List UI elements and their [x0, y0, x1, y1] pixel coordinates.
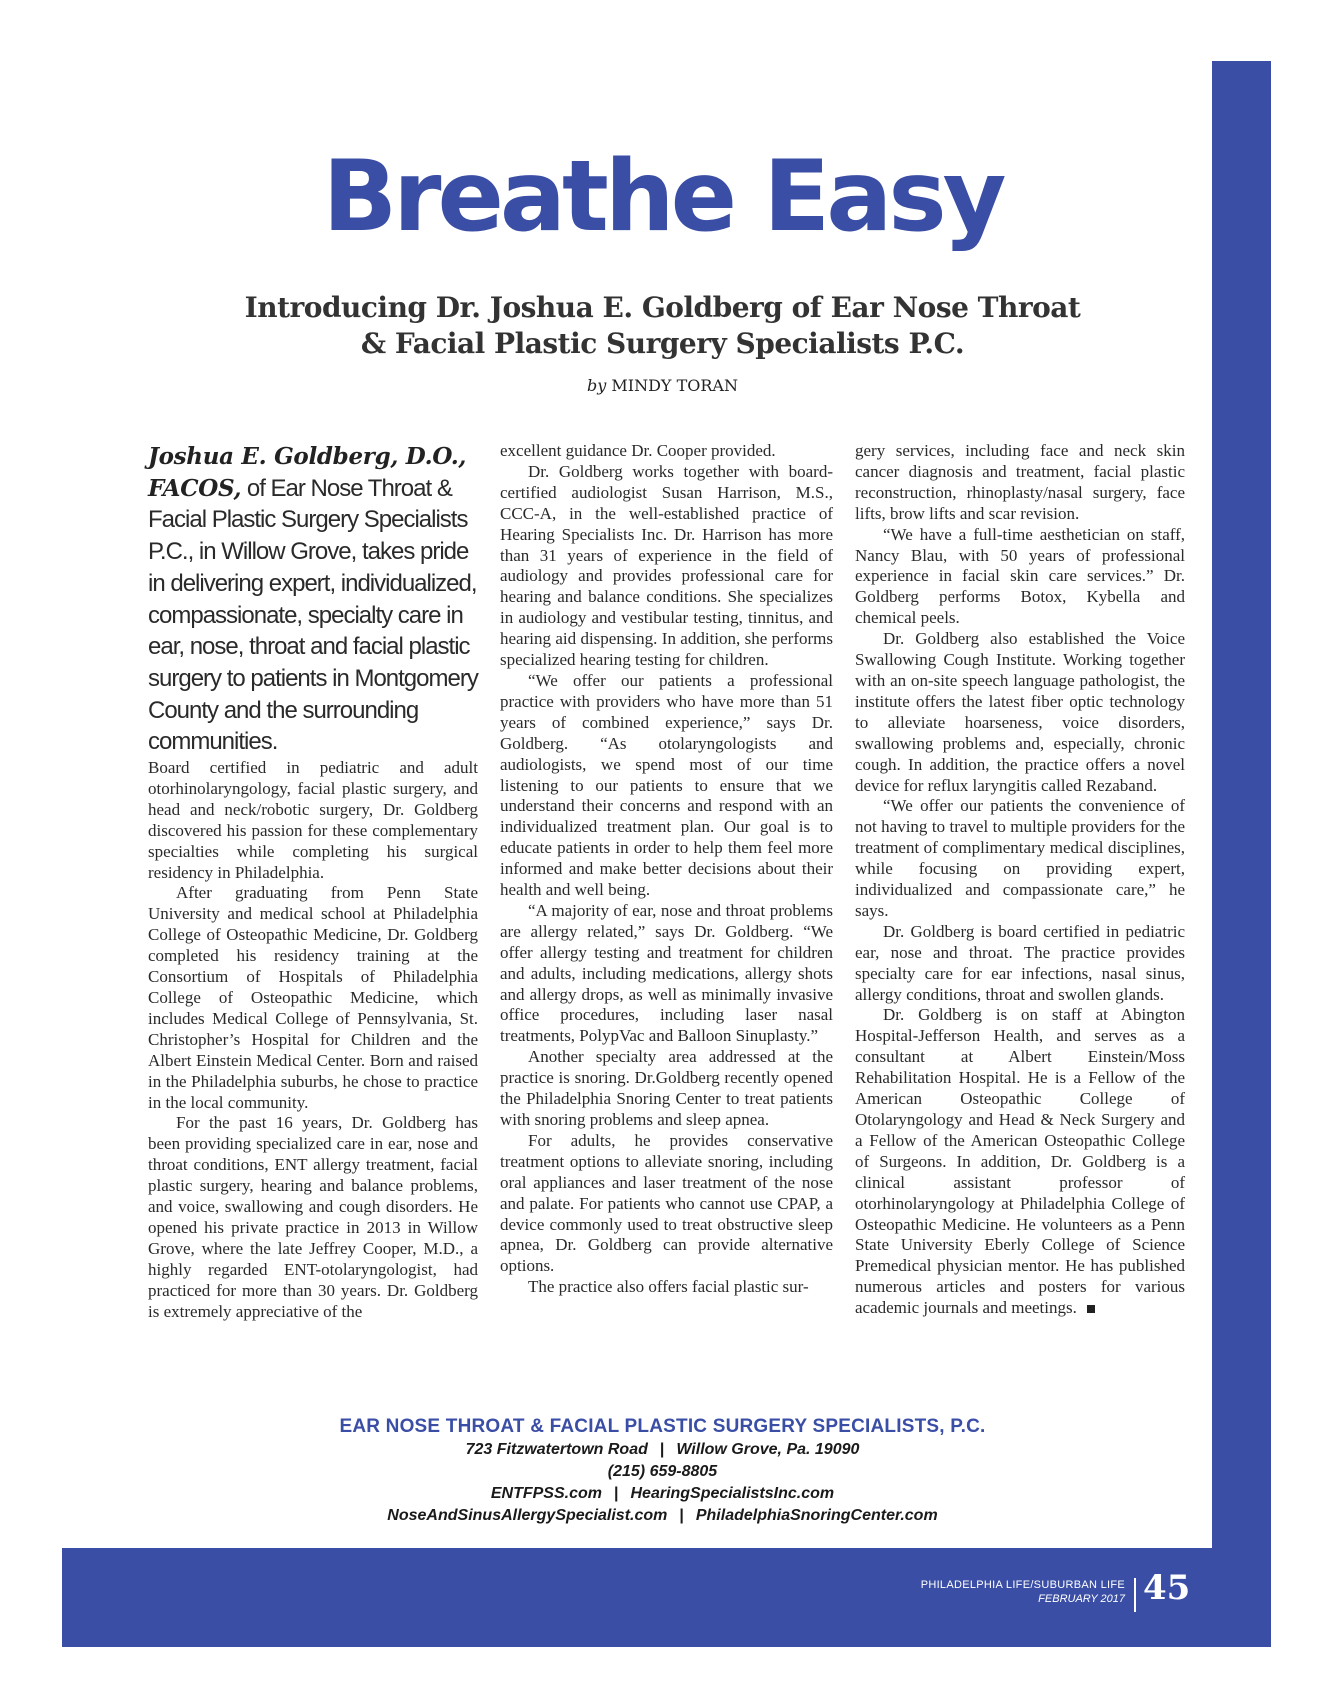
article-paragraph: “We offer our patients the convenience of not having to travel to multiple providers for the treatment of complimentary medical disciplines, while focusing on providing expert, individualized and compassionate care,” he says.: [855, 796, 1185, 920]
article-column-2: [500, 441, 833, 1298]
right-accent-bar: [1212, 61, 1271, 1647]
page-number: 45: [1143, 1568, 1191, 1608]
website-line-1: [0, 1483, 1325, 1505]
byline: [0, 376, 1325, 395]
contact-block: [0, 1415, 1325, 1527]
end-mark-icon: [1087, 1305, 1095, 1313]
article-column-3: [855, 441, 1185, 1319]
article-paragraph: “We have a full-time aesthetician on staff, Nancy Blau, with 50 years of professional experience in facial skin care services.” Dr. Goldberg performs Botox, Kybella and chemical peels.: [855, 524, 1185, 628]
subtitle-line-2: & Facial Plastic Surgery Specialists P.C.: [360, 327, 965, 360]
article-paragraph: “We offer our patients a professional practice with providers who have more than 51 years of combined experience,” says Dr. Goldberg. “As otolaryngologists and audiologists, we spend most of our time listening to our patients to ensure that we understand their concerns and respond with an individualized treatment plan. Our goal is to educate patients in order to help them feel more informed and make better decisions about their health and well being.: [500, 670, 833, 900]
article-paragraph: Dr. Goldberg also established the Voice Swallowing Cough Institute. Working together with an on-site speech language pathologist, the institute offers the latest fiber optic technology to alleviate hoarseness, voice disorders, swallowing problems and, especially, chronic cough. In addition, the practice offers a novel device for reflux laryngitis called Rezaband.: [855, 629, 1185, 795]
publication-name: PHILADELPHIA LIFE/SUBURBAN LIFE: [920, 1579, 1125, 1591]
article-paragraph: For the past 16 years, Dr. Goldberg has been providing specialized care in ear, nose and throat conditions, ENT allergy treatment, facial plastic surgery, hearing and balance problems, and voice, swallowing and cough disorders. He opened his private practice in 2013 in Willow Grove, where the late Jeffrey Cooper, M.D., a highly regarded ENT-otolaryngologist, had practiced for more than 30 years. Dr. Goldberg is extremely appreciative of the: [148, 1113, 478, 1321]
article-paragraph: “A majority of ear, nose and throat problems are allergy related,” says Dr. Goldberg. “We offer allergy testing and treatment for children and adults, including medications, allergy shots and allergy drops, as well as minimally invasive office procedures, including laser nasal treatments, PolypVac and Balloon Sinuplasty.”: [500, 900, 833, 1046]
lead-paragraph: [148, 441, 478, 758]
phone-number: (215) 659-8805: [607, 1463, 718, 1480]
website-link[interactable]: HearingSpecialistsInc.com: [630, 1485, 835, 1502]
practice-name: EAR NOSE THROAT & FACIAL PLASTIC SURGERY SPECIALISTS, P.C.: [339, 1416, 986, 1437]
website-link[interactable]: PhiladelphiaSnoringCenter.com: [695, 1507, 938, 1524]
article-paragraph: Another specialty area addressed at the practice is snoring. Dr.Goldberg recently opened the Philadelphia Snoring Center to treat patients with snoring problems and sleep apnea.: [500, 1047, 833, 1129]
separator: |: [659, 1441, 665, 1458]
lead-text: of Ear Nose Throat & Facial Plastic Surgery Specialists P.C., in Willow Grove, takes pride in delivering expert, individualized, compassionate, specialty care in ear, nose, throat and facial plastic surgery to patients in Montgomery County and the surrounding communities.: [148, 474, 478, 756]
final-paragraph-text: Dr. Goldberg is on staff at Abington Hospital-Jefferson Health, and serves as a consultant at Albert Einstein/Moss Rehabilitation Hospital. He is a Fellow of the American Osteopathic College of Otolaryngology and Head & Neck Surgery and a Fellow of the American Osteopathic College of Surgeons. In addition, Dr. Goldberg is a clinical assistant professor of otorhinolaryngology at Philadelphia College of Osteopathic Medicine. He volunteers as a Penn State University Eberly College of Science Premedical physician mentor. He has published numerous articles and posters for various academic journals and meetings.: [855, 1005, 1185, 1318]
footer-divider: [1134, 1578, 1136, 1612]
article-paragraph: gery services, including face and neck skin cancer diagnosis and treatment, facial plastic reconstruction, rhinoplasty/nasal surgery, face lifts, brow lifts and scar revision.: [855, 441, 1185, 523]
article-paragraph: The practice also offers facial plastic sur-: [528, 1277, 809, 1297]
article-subtitle: [150, 290, 1175, 362]
city-address: Willow Grove, Pa. 19090: [676, 1441, 860, 1458]
street-address: 723 Fitzwatertown Road: [465, 1441, 648, 1458]
separator: |: [679, 1507, 684, 1524]
article-paragraph: After graduating from Penn State University and medical school at Philadelphia College of Osteopathic Medicine, Dr. Goldberg completed his residency training at the Consortium of Hospitals of Philadelphia College of Osteopathic Medicine, which includes Medical College of Pennsylvania, St. Christopher’s Hospital for Children and the Albert Einstein Medical Center. Born and raised in the Philadelphia suburbs, he chose to practice in the local community.: [148, 883, 478, 1112]
publication-date: FEBRUARY 2017: [1038, 1593, 1125, 1605]
subtitle-line-1: Introducing Dr. Joshua E. Goldberg of Ear Nose Throat: [244, 291, 1081, 324]
website-line-2: [0, 1505, 1325, 1527]
article-paragraph: [855, 1005, 1185, 1319]
lead-name: Joshua E. Goldberg, D.O., FACOS,: [148, 443, 467, 502]
byline-author: MINDY TORAN: [611, 376, 738, 395]
article-paragraph: Board certified in pediatric and adult otorhinolaryngology, facial plastic surgery, and head and neck/robotic surgery, Dr. Goldberg discovered his passion for these complementary specialties while completing his surgical residency in Philadelphia.: [148, 758, 478, 882]
website-link[interactable]: NoseAndSinusAllergySpecialist.com: [387, 1507, 668, 1524]
byline-prefix: by: [587, 376, 607, 395]
article-paragraph: For adults, he provides conservative treatment options to alleviate snoring, including oral appliances and laser treatment of the nose and palate. For patients who cannot use CPAP, a device commonly used to treat obstructive sleep apnea, Dr. Goldberg can provide alternative options.: [500, 1130, 833, 1276]
article-paragraph: Dr. Goldberg works together with board-certified audiologist Susan Harrison, M.S., CCC-A, in the well-established practice of Hearing Specialists Inc. Dr. Harrison has more than 31 years of experience in the field of audiology and provides professional care for hearing and balance conditions. She specializes in audiology and vestibular testing, tinnitus, and hearing aid dispensing. In addition, she performs specialized hearing testing for children.: [500, 461, 833, 670]
article-column-1: [148, 441, 478, 1323]
page-title: Breathe Easy: [322, 140, 1003, 254]
article-paragraph: Dr. Goldberg is board certified in pediatric ear, nose and throat. The practice provides specialty care for ear infections, nasal sinus, allergy conditions, throat and swollen glands.: [855, 921, 1185, 1004]
separator: |: [614, 1485, 619, 1502]
article-paragraph: excellent guidance Dr. Cooper provided.: [500, 441, 776, 460]
website-link[interactable]: ENTFPSS.com: [490, 1485, 602, 1502]
address-line: [0, 1439, 1325, 1461]
footer-publication-info: [840, 1578, 1125, 1606]
